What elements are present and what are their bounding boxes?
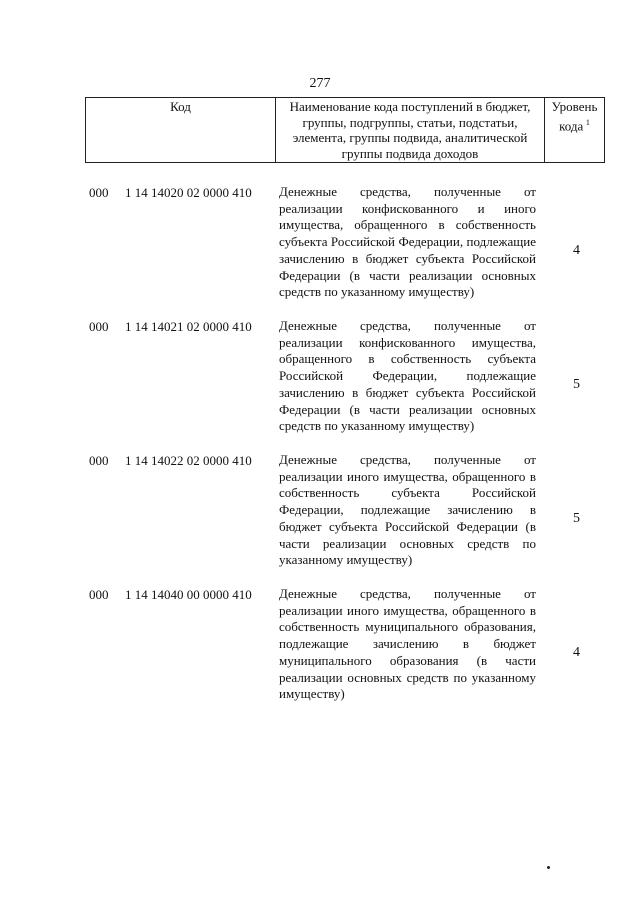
income-code: 1 14 14020 02 0000 410 [125, 185, 252, 200]
table-row [85, 184, 605, 318]
header-name: Наименование кода поступлений в бюджет, группы, подгруппы, статьи, подстатьи, элемента, группы подвида, аналитической группы подвида доходов [276, 98, 545, 163]
code-level: 4 [573, 243, 580, 258]
footnote-marker: 1 [585, 117, 590, 127]
income-code-list [85, 184, 605, 720]
table-header [85, 97, 605, 163]
scan-speck [547, 866, 550, 869]
admin-code: 000 [89, 587, 109, 602]
admin-code: 000 [89, 185, 109, 200]
table-row [85, 452, 605, 586]
page-number: 277 [309, 76, 331, 91]
income-code: 1 14 14022 02 0000 410 [125, 453, 252, 468]
income-name: Денежные средства, полученные от реализации конфискованного имущества, обращенного в собственность субъекта Российской Федерации, подлежащие зачислению в бюджет субъекта Российской Федерации (в части реализации основных средств по указанному имуществу) [279, 318, 536, 434]
income-name: Денежные средства, полученные от реализации иного имущества, обращенного в собственность муниципального образования, подлежащие зачислению в бюджет муниципального образования (в части реализации основных средств по указанному имуществу) [279, 586, 536, 702]
admin-code: 000 [89, 319, 109, 334]
income-code: 1 14 14040 00 0000 410 [125, 587, 252, 602]
header-level-label: Уровень кода [551, 99, 598, 133]
code-level: 4 [573, 645, 580, 660]
admin-code: 000 [89, 453, 109, 468]
code-level: 5 [573, 377, 580, 392]
table-row [85, 586, 605, 720]
header-code: Код [86, 98, 276, 163]
income-code: 1 14 14021 02 0000 410 [125, 319, 252, 334]
income-name: Денежные средства, полученные от реализации иного имущества, обращенного в собственность субъекта Российской Федерации, подлежащие зачислению в бюджет субъекта Российской Федерации (в части реализации основных средств по указанному имуществу) [279, 452, 536, 568]
code-level: 5 [573, 511, 580, 526]
table-row [85, 318, 605, 452]
income-name: Денежные средства, полученные от реализации конфискованного и иного имущества, обращенного в собственность субъекта Российской Федерации, подлежащие зачислению в бюджет субъекта Российской Федерации (в части реализации основных средств по указанному имуществу) [279, 184, 536, 300]
header-level [545, 98, 605, 163]
